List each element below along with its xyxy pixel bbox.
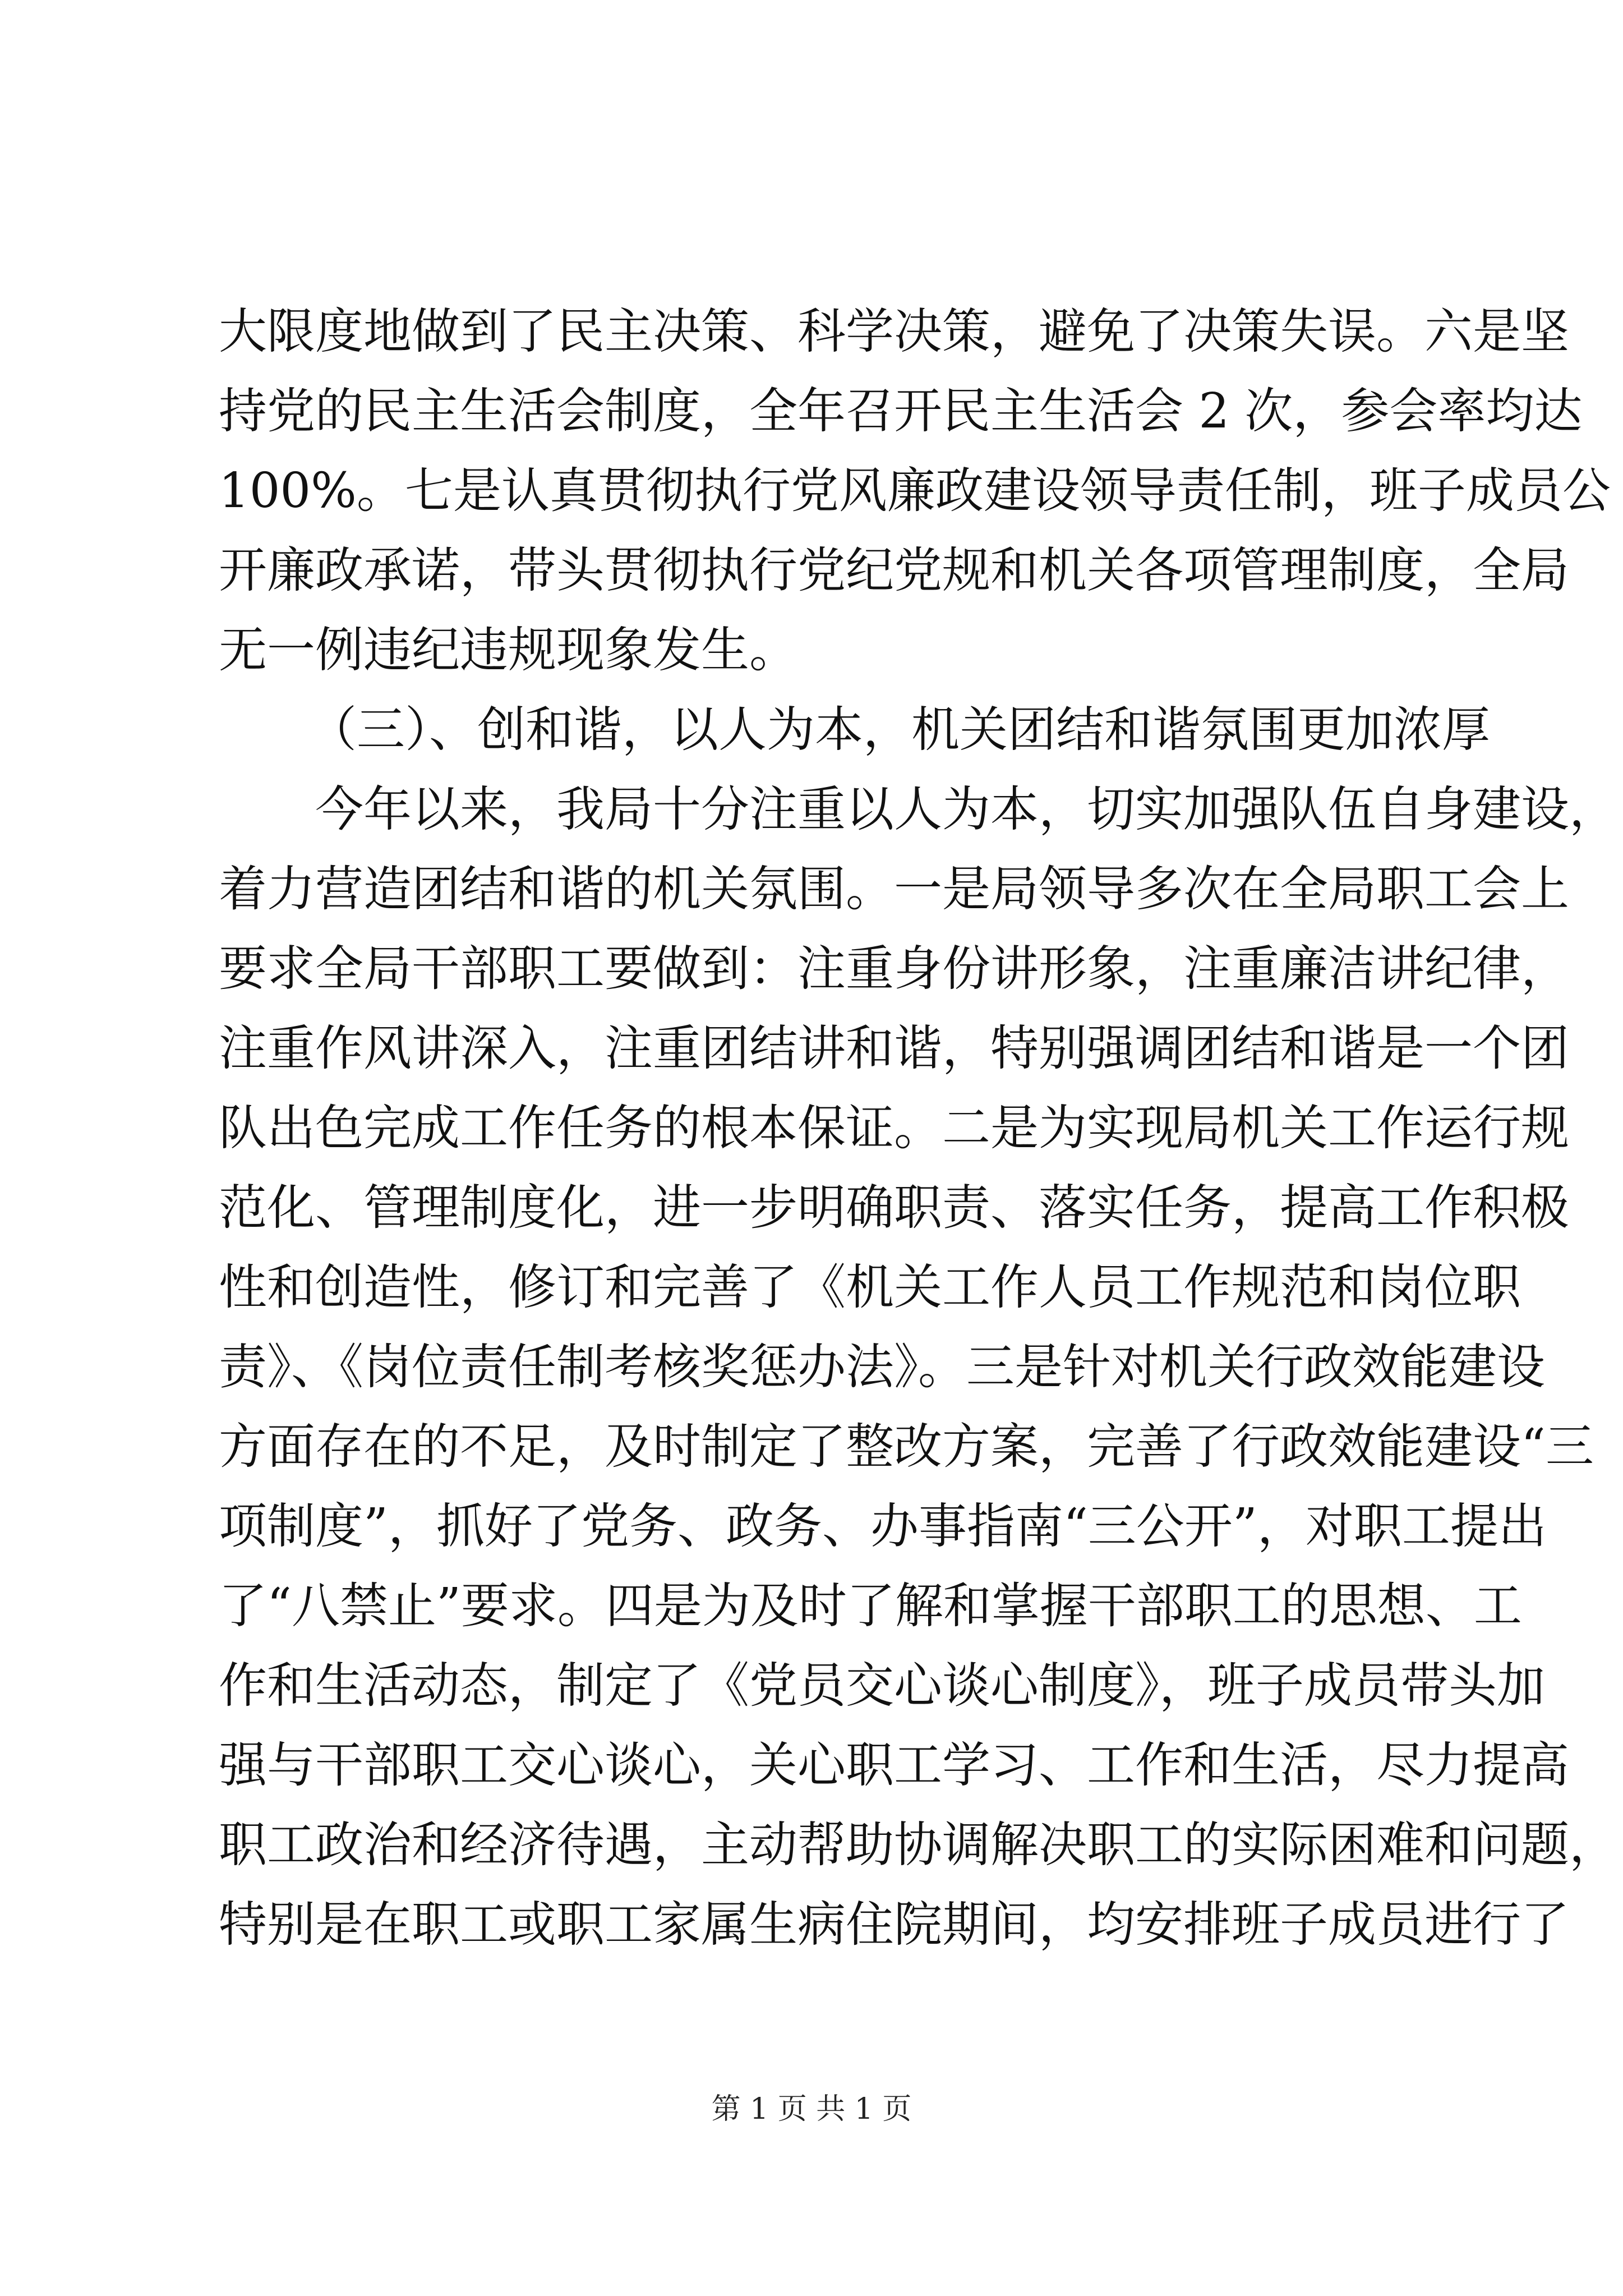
body-line: 100%。七是认真贯彻执行党风廉政建设领导责任制，班子成员公: [219, 463, 1611, 519]
body-line: 方面存在的不足，及时制定了整改方案，完善了行政效能建设“三: [219, 1419, 1594, 1475]
body-line: 开廉政承诺，带头贯彻执行党纪党规和机关各项管理制度，全局: [219, 542, 1569, 599]
body-line: 职工政治和经济待遇，主动帮助协调解决职工的实际困难和问题，: [219, 1817, 1617, 1873]
body-line: 特别是在职工或职工家属生病住院期间，均安排班子成员进行了: [219, 1897, 1569, 1953]
body-line: 作和生活动态，制定了《党员交心谈心制度》，班子成员带头加: [219, 1658, 1545, 1714]
body-line: 持党的民主生活会制度，全年召开民主生活会 2 次，参会率均达: [219, 383, 1583, 439]
body-line: 性和创造性，修订和完善了《机关工作人员工作规范和岗位职: [219, 1259, 1521, 1315]
body-line: 强与干部职工交心谈心，关心职工学习、工作和生活，尽力提高: [219, 1737, 1569, 1793]
page-footer: 第 1 页 共 1 页: [711, 2092, 912, 2126]
body-line: 注重作风讲深入，注重团结讲和谐，特别强调团结和谐是一个团: [219, 1020, 1569, 1076]
body-line: 了“八禁止”要求。四是为及时了解和掌握干部职工的思想、工: [219, 1578, 1522, 1634]
paragraph-first-line: 今年以来，我局十分注重以人为本，切实加强队伍自身建设，: [219, 781, 1617, 838]
section-heading: （三）、创和谐，以人为本，机关团结和谐氛围更加浓厚: [308, 702, 1490, 758]
body-line: 责》、《岗位责任制考核奖惩办法》。三是针对机关行政效能建设: [219, 1339, 1545, 1395]
body-line: 无一例违纪违规现象发生。: [219, 622, 797, 678]
body-line: 要求全局干部职工要做到：注重身份讲形象，注重廉洁讲纪律，: [219, 941, 1569, 997]
document-body: [219, 292, 1617, 1964]
body-line: 着力营造团结和谐的机关氛围。一是局领导多次在全局职工会上: [219, 861, 1569, 917]
body-line: 范化、管理制度化，进一步明确职责、落实任务，提高工作积极: [219, 1180, 1569, 1236]
body-line: 队出色完成工作任务的根本保证。二是为实现局机关工作运行规: [219, 1100, 1569, 1156]
body-line: 项制度”，抓好了党务、政务、办事指南“三公开”，对职工提出: [219, 1498, 1547, 1554]
body-line: 大限度地做到了民主决策、科学决策，避免了决策失误。六是坚: [219, 303, 1569, 360]
